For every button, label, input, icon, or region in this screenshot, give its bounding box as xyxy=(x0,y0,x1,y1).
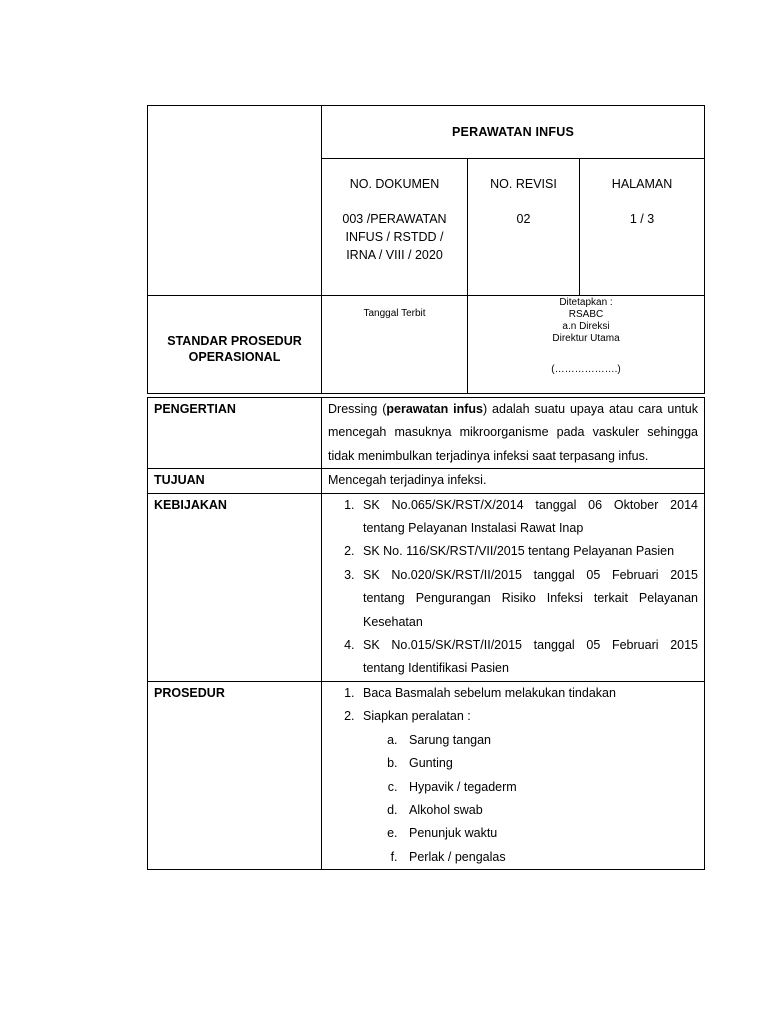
logo-cell xyxy=(148,106,322,296)
hospital-name: RSABC xyxy=(568,309,604,320)
prosedur-step xyxy=(358,705,698,869)
kebijakan-label: KEBIJAKAN xyxy=(148,493,322,681)
tool-item: b. Gunting xyxy=(401,752,698,775)
pengertian-label: PENGERTIAN xyxy=(148,398,322,469)
direktur-label: Direktur Utama xyxy=(552,333,620,344)
sop-header-table xyxy=(147,105,705,394)
kebijakan-list-cell xyxy=(322,493,705,681)
sop-title-line2: OPERASIONAL xyxy=(188,349,281,364)
tujuan-label: TUJUAN xyxy=(148,469,322,493)
kebijakan-list xyxy=(328,494,698,681)
prosedur-label: PROSEDUR xyxy=(148,681,322,869)
kebijakan-item: 4. SK No.015/SK/RST/II/2015 tanggal 05 Februari 2015 tentang Identifikasi Pasien xyxy=(358,634,698,681)
no-dokumen-value: 003 /PERAWATAN INFUS / RSTDD / IRNA / VIII / 2020 xyxy=(342,212,447,262)
halaman-value: 1 / 3 xyxy=(629,212,655,226)
tools-list xyxy=(363,729,698,869)
prosedur-row xyxy=(148,681,705,869)
tanggal-terbit: Tanggal Terbit xyxy=(322,296,468,394)
sop-content-table xyxy=(147,397,705,870)
no-revisi-value: 02 xyxy=(516,212,531,226)
tool-item: a. Sarung tangan xyxy=(401,729,698,752)
kebijakan-row xyxy=(148,493,705,681)
signature-placeholder: (……………….) xyxy=(551,364,621,375)
pengertian-row xyxy=(148,398,705,469)
halaman-label: HALAMAN xyxy=(611,177,673,191)
halaman-cell xyxy=(580,159,705,296)
kebijakan-item: 1. SK No.065/SK/RST/X/2014 tanggal 06 Oktober 2014 tentang Pelayanan Instalasi Rawat Inap xyxy=(358,494,698,541)
sop-title-line1: STANDAR PROSEDUR xyxy=(167,333,302,348)
tujuan-text: Mencegah terjadinya infeksi. xyxy=(322,469,705,493)
kebijakan-item: 3. SK No.020/SK/RST/II/2015 tanggal 05 Februari 2015 tentang Pengurangan Risiko Infeksi terkait Pelayanan Kesehatan xyxy=(358,564,698,634)
no-dokumen-label: NO. DOKUMEN xyxy=(349,177,440,191)
pengertian-text-start: Dressing ( xyxy=(328,402,387,416)
direksi-label: a.n Direksi xyxy=(562,321,610,332)
prosedur-list-cell xyxy=(322,681,705,869)
no-revisi-label: NO. REVISI xyxy=(490,177,557,191)
ditetapkan-cell xyxy=(468,296,705,394)
kebijakan-item: 2. SK No. 116/SK/RST/VII/2015 tentang Pelayanan Pasien xyxy=(358,540,698,563)
tool-item: f. Perlak / pengalas xyxy=(401,846,698,869)
tool-item: e. Penunjuk waktu xyxy=(401,822,698,845)
pengertian-text xyxy=(322,398,705,469)
tujuan-row xyxy=(148,469,705,493)
ditetapkan-label: Ditetapkan : xyxy=(559,297,613,308)
sop-title-cell xyxy=(148,296,322,394)
prosedur-step-text: Siapkan peralatan : xyxy=(363,709,471,724)
pengertian-bold-term: perawatan infus xyxy=(386,402,483,416)
no-dokumen-cell xyxy=(322,159,468,296)
tool-item: c. Hypavik / tegaderm xyxy=(401,776,698,799)
no-revisi-cell xyxy=(468,159,580,296)
prosedur-step: 1. Baca Basmalah sebelum melakukan tindakan xyxy=(358,682,698,705)
document-title: PERAWATAN INFUS xyxy=(322,106,705,159)
prosedur-list xyxy=(328,682,698,869)
tool-item: d. Alkohol swab xyxy=(401,799,698,822)
pengertian-text-end: ) adalah suatu upaya atau cara untuk mencegah masuknya mikroorganisme pada vaskuler sehingga tidak menimbulkan terjadinya infeksi saat terpasang infus. xyxy=(328,402,698,463)
